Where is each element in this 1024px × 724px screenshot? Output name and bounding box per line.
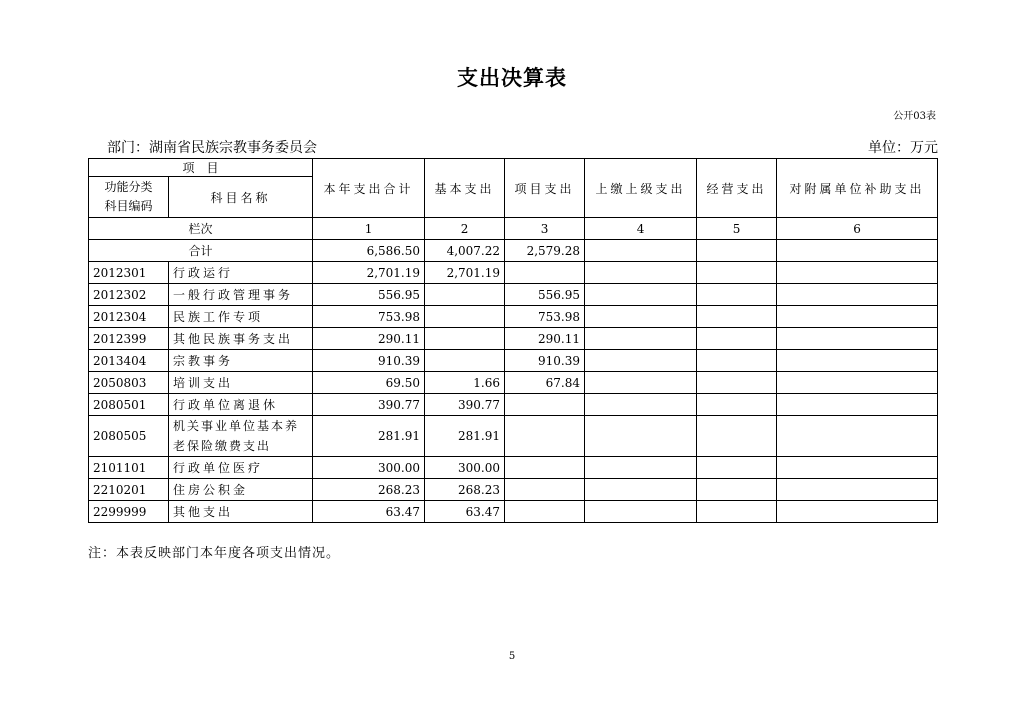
row-name: 行政运行 (169, 262, 313, 284)
row-code: 2012399 (89, 328, 169, 350)
footnote: 注：本表反映部门本年度各项支出情况。 (88, 546, 341, 561)
column-index-cell: 3 (505, 218, 585, 240)
row-total: 390.77 (313, 394, 425, 416)
row-upper (585, 479, 697, 501)
row-business (697, 262, 777, 284)
row-name: 宗教事务 (169, 350, 313, 372)
row-name: 住房公积金 (169, 479, 313, 501)
header-upper: 上缴上级支出 (585, 159, 697, 218)
row-basic: 2,701.19 (425, 262, 505, 284)
header-project-exp: 项目支出 (505, 159, 585, 218)
header-business: 经营支出 (697, 159, 777, 218)
total-row-business (697, 240, 777, 262)
row-upper (585, 457, 697, 479)
page-title: 支出决算表 (457, 66, 567, 90)
row-total: 910.39 (313, 350, 425, 372)
row-upper (585, 501, 697, 523)
row-basic (425, 350, 505, 372)
row-basic (425, 306, 505, 328)
column-index-cell: 5 (697, 218, 777, 240)
row-basic: 390.77 (425, 394, 505, 416)
row-upper (585, 306, 697, 328)
row-business (697, 306, 777, 328)
row-code: 2210201 (89, 479, 169, 501)
header-func-code: 功能分类 科目编码 (89, 177, 169, 218)
row-upper (585, 416, 697, 457)
page-number: 5 (508, 651, 516, 662)
row-code: 2012302 (89, 284, 169, 306)
total-row-basic: 4,007.22 (425, 240, 505, 262)
row-subsidy (777, 394, 938, 416)
row-subsidy (777, 350, 938, 372)
header-subject-name: 科目名称 (169, 177, 313, 218)
row-project: 290.11 (505, 328, 585, 350)
header-total: 本年支出合计 (313, 159, 425, 218)
table-row (89, 306, 938, 328)
row-name: 其他支出 (169, 501, 313, 523)
column-index-cell: 4 (585, 218, 697, 240)
row-total: 753.98 (313, 306, 425, 328)
row-basic: 1.66 (425, 372, 505, 394)
row-subsidy (777, 501, 938, 523)
row-business (697, 416, 777, 457)
row-project (505, 457, 585, 479)
row-total: 268.23 (313, 479, 425, 501)
row-project (505, 262, 585, 284)
row-name: 培训支出 (169, 372, 313, 394)
row-basic: 300.00 (425, 457, 505, 479)
row-total: 290.11 (313, 328, 425, 350)
table-row (89, 479, 938, 501)
header-subsidy: 对附属单位补助支出 (777, 159, 938, 218)
row-subsidy (777, 457, 938, 479)
row-upper (585, 328, 697, 350)
row-business (697, 372, 777, 394)
expenditure-table (88, 158, 938, 523)
row-name: 民族工作专项 (169, 306, 313, 328)
row-basic (425, 328, 505, 350)
total-row-total: 6,586.50 (313, 240, 425, 262)
row-project: 67.84 (505, 372, 585, 394)
row-subsidy (777, 306, 938, 328)
row-total: 556.95 (313, 284, 425, 306)
row-upper (585, 350, 697, 372)
row-code: 2013404 (89, 350, 169, 372)
row-total: 69.50 (313, 372, 425, 394)
row-basic: 281.91 (425, 416, 505, 457)
column-index-label: 栏次 (89, 218, 313, 240)
row-subsidy (777, 328, 938, 350)
row-business (697, 284, 777, 306)
row-project: 910.39 (505, 350, 585, 372)
department-label: 部门：湖南省民族宗教事务委员会 (107, 140, 317, 156)
total-row-label: 合计 (89, 240, 313, 262)
row-basic: 268.23 (425, 479, 505, 501)
row-business (697, 328, 777, 350)
row-name: 机关事业单位基本养老保险缴费支出 (169, 416, 313, 457)
row-code: 2080501 (89, 394, 169, 416)
row-code: 2299999 (89, 501, 169, 523)
column-index-cell: 2 (425, 218, 505, 240)
row-name: 行政单位医疗 (169, 457, 313, 479)
row-business (697, 479, 777, 501)
column-index-cell: 6 (777, 218, 938, 240)
row-business (697, 501, 777, 523)
row-code: 2012304 (89, 306, 169, 328)
table-row (89, 262, 938, 284)
row-code: 2050803 (89, 372, 169, 394)
header-project: 项 目 (89, 159, 313, 177)
row-subsidy (777, 479, 938, 501)
row-project (505, 394, 585, 416)
row-code: 2101101 (89, 457, 169, 479)
row-upper (585, 262, 697, 284)
row-project (505, 416, 585, 457)
row-total: 63.47 (313, 501, 425, 523)
table-row (89, 394, 938, 416)
row-subsidy (777, 262, 938, 284)
table-row (89, 350, 938, 372)
header-basic: 基本支出 (425, 159, 505, 218)
row-project: 753.98 (505, 306, 585, 328)
row-project (505, 501, 585, 523)
row-name: 行政单位离退休 (169, 394, 313, 416)
row-name: 一般行政管理事务 (169, 284, 313, 306)
row-project: 556.95 (505, 284, 585, 306)
row-upper (585, 394, 697, 416)
form-tag: 公开03表 (893, 111, 936, 122)
row-total: 300.00 (313, 457, 425, 479)
table-row (89, 284, 938, 306)
table-row (89, 457, 938, 479)
row-basic (425, 284, 505, 306)
unit-label: 单位：万元 (868, 140, 938, 156)
total-row-upper (585, 240, 697, 262)
row-upper (585, 284, 697, 306)
row-project (505, 479, 585, 501)
row-business (697, 457, 777, 479)
table-row (89, 372, 938, 394)
table-row (89, 501, 938, 523)
total-row-subsidy (777, 240, 938, 262)
row-subsidy (777, 372, 938, 394)
row-basic: 63.47 (425, 501, 505, 523)
row-business (697, 394, 777, 416)
row-code: 2080505 (89, 416, 169, 457)
row-name: 其他民族事务支出 (169, 328, 313, 350)
column-index-cell: 1 (313, 218, 425, 240)
row-code: 2012301 (89, 262, 169, 284)
table-row (89, 416, 938, 457)
row-total: 281.91 (313, 416, 425, 457)
row-business (697, 350, 777, 372)
row-subsidy (777, 284, 938, 306)
row-total: 2,701.19 (313, 262, 425, 284)
row-upper (585, 372, 697, 394)
row-subsidy (777, 416, 938, 457)
table-row (89, 328, 938, 350)
total-row-project: 2,579.28 (505, 240, 585, 262)
